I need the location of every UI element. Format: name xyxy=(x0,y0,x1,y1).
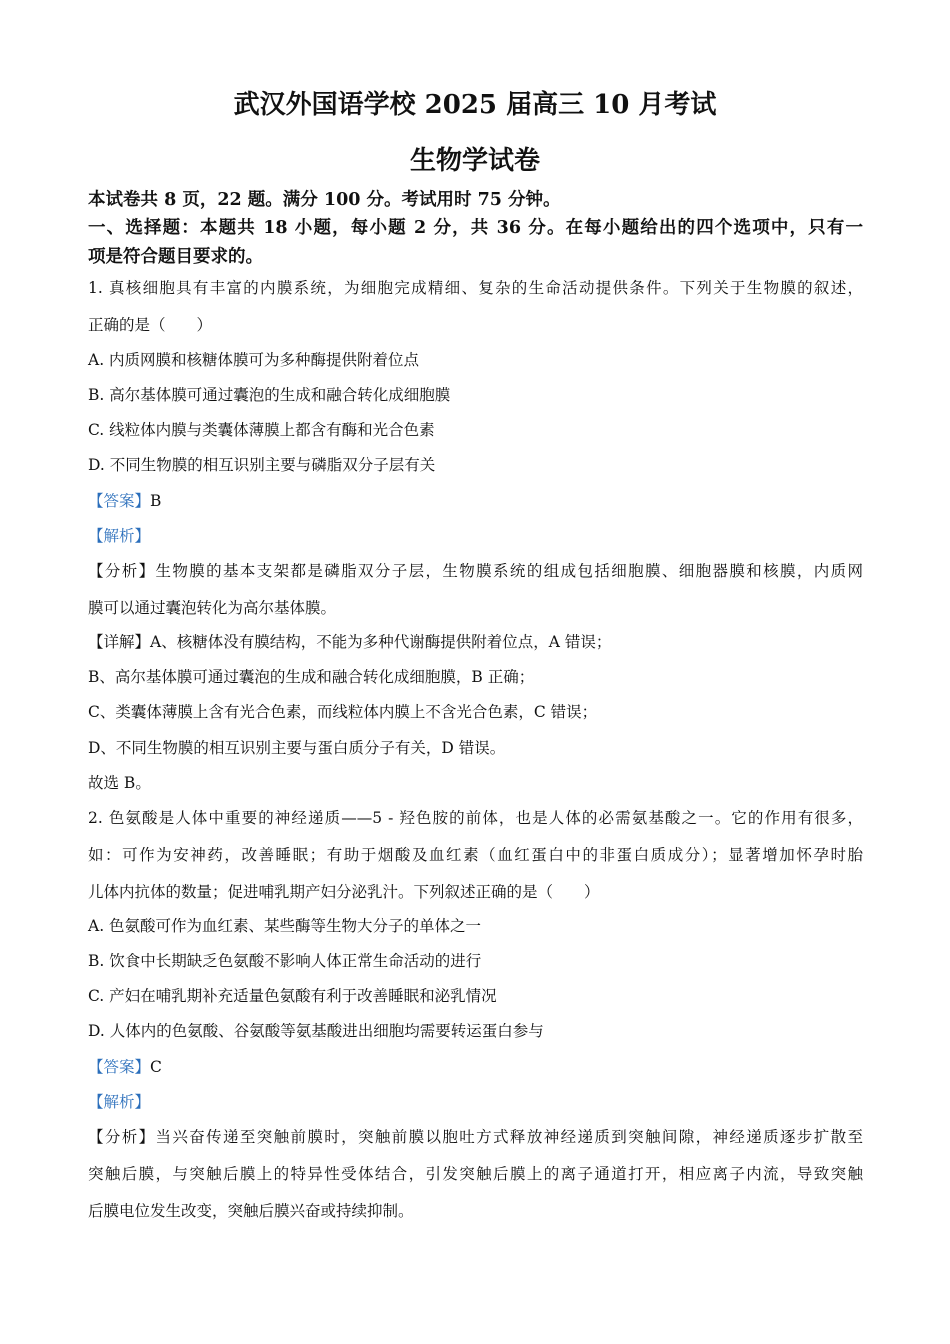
q1-option-a: A. 内质网膜和核糖体膜可为多种酶提供附着位点 xyxy=(88,351,420,369)
q1-option-d: D. 不同生物膜的相互识别主要与磷脂双分子层有关 xyxy=(88,456,436,474)
q1-option-b: B. 高尔基体膜可通过囊泡的生成和融合转化成细胞膜 xyxy=(88,386,451,404)
q2-stem-line3: 儿体内抗体的数量；促进哺乳期产妇分泌乳汁。下列叙述正确的是（ ） xyxy=(88,883,600,901)
q2-option-c: C. 产妇在哺乳期补充适量色氨酸有利于改善睡眠和泌乳情况 xyxy=(88,987,497,1005)
q2-stem-line1: 2. 色氨酸是人体中重要的神经递质——5 - 羟色胺的前体，也是人体的必需氨基酸之一。它的作用有很多， xyxy=(88,809,863,827)
exam-info: 本试卷共 8 页，22 题。满分 100 分。考试用时 75 分钟。 xyxy=(88,190,561,210)
q2-answer xyxy=(88,1055,162,1077)
answer-tag: 【答案】 xyxy=(88,1058,151,1076)
q2-fenxi-line2: 突触后膜，与突触后膜上的特异性受体结合，引发突触后膜上的离子通道打开，相应离子内流，导致突触 xyxy=(88,1165,863,1183)
q1-stem-line1: 1. 真核细胞具有丰富的内膜系统，为细胞完成精细、复杂的生命活动提供条件。下列关于生物膜的叙述， xyxy=(88,279,863,297)
fenxi-text: 当兴奋传递至突触前膜时，突触前膜以胞吐方式释放神经递质到突触间隙，神经递质逐步扩散至 xyxy=(155,1128,863,1146)
q1-option-c: C. 线粒体内膜与类囊体薄膜上都含有酶和光合色素 xyxy=(88,421,435,439)
q1-xiangjie-line4: D、不同生物膜的相互识别主要与蛋白质分子有关，D 错误。 xyxy=(88,739,506,757)
q2-option-b: B. 饮食中长期缺乏色氨酸不影响人体正常生命活动的进行 xyxy=(88,952,482,970)
answer-tag: 【答案】 xyxy=(88,492,151,510)
answer-value: C xyxy=(150,1058,162,1076)
section-heading-line1: 一、选择题：本题共 18 小题，每小题 2 分，共 36 分。在每小题给出的四个选项中，只有一 xyxy=(88,218,863,238)
section-heading-line2: 项是符合题目要求的。 xyxy=(88,247,263,267)
q1-stem-line2: 正确的是（ ） xyxy=(88,316,213,334)
fenxi-text: 生物膜的基本支架都是磷脂双分子层，生物膜系统的组成包括细胞膜、细胞器膜和核膜，内质网 xyxy=(155,562,863,580)
answer-value: B xyxy=(150,492,162,510)
q1-analysis-tag: 【解析】 xyxy=(88,527,151,545)
exam-title: 武汉外国语学校 2025 届高三 10 月考试 xyxy=(233,90,717,120)
q2-stem-line2: 如：可作为安神药，改善睡眠；有助于烟酸及血红素（血红蛋白中的非蛋白质成分）；显著增加怀孕时胎 xyxy=(88,846,863,864)
q1-conclusion: 故选 B。 xyxy=(88,774,151,792)
xiangjie-tag: 【详解】 xyxy=(88,633,151,651)
fenxi-tag: 【分析】 xyxy=(88,562,156,580)
q1-answer xyxy=(88,489,161,511)
q2-analysis-tag: 【解析】 xyxy=(88,1093,151,1111)
q1-xiangjie-line2: B、高尔基体膜可通过囊泡的生成和融合转化成细胞膜，B 正确； xyxy=(88,668,535,686)
xiangjie-text: A、核糖体没有膜结构，不能为多种代谢酶提供附着位点，A 错误； xyxy=(150,633,612,651)
q2-fenxi-line3: 后膜电位发生改变，突触后膜兴奋或持续抑制。 xyxy=(88,1202,414,1220)
fenxi-tag: 【分析】 xyxy=(88,1128,156,1146)
q1-xiangjie-line3: C、类囊体薄膜上含有光合色素，而线粒体内膜上不含光合色素，C 错误； xyxy=(88,703,598,721)
q2-fenxi-line1 xyxy=(88,1125,863,1147)
q1-fenxi-line2: 膜可以通过囊泡转化为高尔基体膜。 xyxy=(88,599,337,617)
q1-fenxi-line1 xyxy=(88,559,863,581)
q2-option-a: A. 色氨酸可作为血红素、某些酶等生物大分子的单体之一 xyxy=(88,917,482,935)
q2-option-d: D. 人体内的色氨酸、谷氨酸等氨基酸进出细胞均需要转运蛋白参与 xyxy=(88,1022,544,1040)
q1-xiangjie-line1 xyxy=(88,630,611,652)
exam-subtitle: 生物学试卷 xyxy=(409,146,540,176)
